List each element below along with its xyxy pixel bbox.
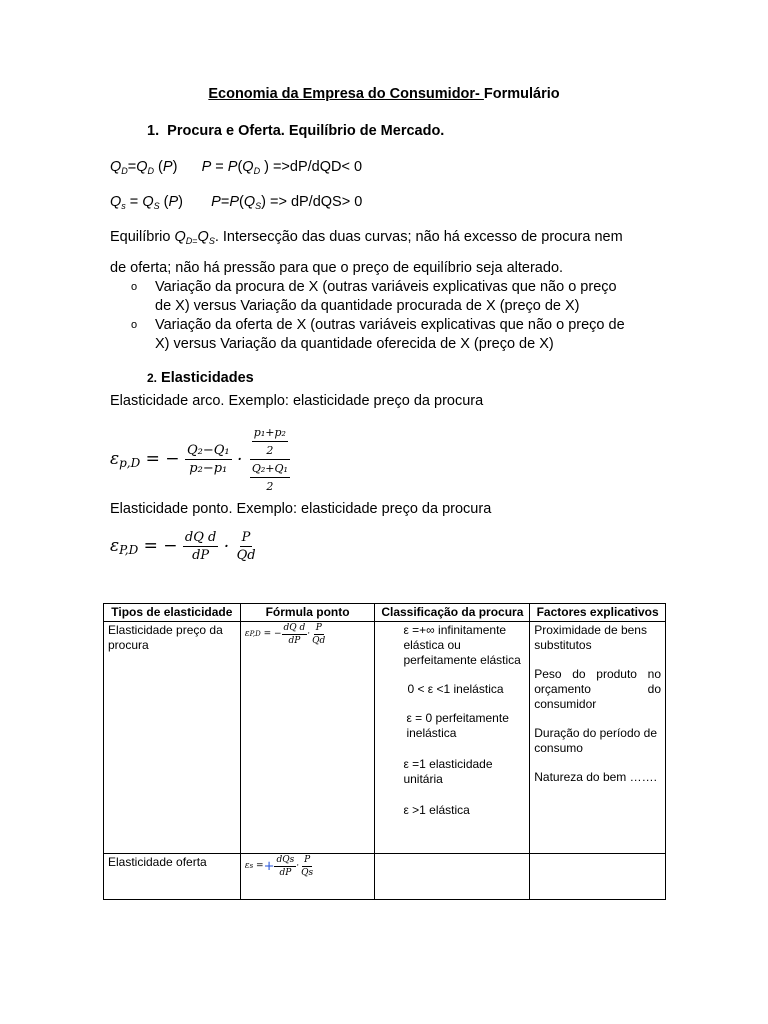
bullet-marker: o	[131, 319, 138, 331]
arc-elasticity-text: Elasticidade arco. Exemplo: elasticidade preço da procura	[110, 393, 484, 409]
header-factors: Factores explicativos	[530, 604, 666, 622]
section1-title: Procura e Oferta. Equilíbrio de Mercado.	[167, 123, 445, 139]
title-main: Economia da Empresa do Consumidor-	[208, 86, 484, 102]
table-row	[104, 854, 666, 900]
section1-heading	[147, 123, 444, 139]
title-tail: Formulário	[483, 86, 560, 102]
row1-type: Elasticidade preço da procura	[104, 622, 241, 854]
equation-supply: $Q_s = Q_S$ (P) $P=P(Q_S) => dP/dQS> 0$	[110, 194, 363, 211]
page-title	[0, 86, 768, 102]
equilibrium-line2: de oferta; não há pressão para que o preço de equilíbrio seja alterado.	[110, 260, 564, 276]
row2-type: Elasticidade oferta	[104, 854, 241, 900]
row1-factors: Proximidade de bens substitutos Peso do produto no orçamento do consumidor Duração do período de consumo Natureza do bem …….	[530, 622, 666, 854]
row1-classification: ε =+∞ infinitamente elástica ou perfeitamente elástica 0 < ε <1 inelástica ε = 0 perfeitamente inelástica ε =1 elasticidade unitária ε >1 elástica	[375, 622, 530, 854]
header-formula: Fórmula ponto	[240, 604, 375, 622]
equilibrium-text: Equilíbrio $Q_{D=}Q_S$. Intersecção das duas curvas; não há excesso de procura nem de oferta; não há pressão para que o preço de equilíbrio seja alterado.	[110, 228, 670, 278]
section2-number: 2.	[147, 371, 158, 385]
section2-title: Elasticidades	[161, 370, 254, 386]
bullet-marker: o	[131, 281, 138, 293]
row2-formula: ε s = + $\frac{\text{dQs}}{dP}$ · $\frac{P}{Qs}$	[240, 854, 375, 900]
header-types: Tipos de elasticidade	[104, 604, 241, 622]
row1-formula: ε P,D = − $\frac{\text{dQ d}}{dP}$ · $\frac{P}{Qd}$	[240, 622, 375, 854]
point-elasticity-formula: $\varepsilon_{P,D}$ = − $\frac{\text{dQ d}}{dP}$ · $\frac{P}{Qd}$	[110, 530, 256, 563]
table-header-row	[104, 604, 666, 622]
point-elasticity-text: Elasticidade ponto. Exemplo: elasticidade preço da procura	[110, 501, 492, 517]
row2-classification	[375, 854, 530, 900]
list-item: o Variação da procura de X (outras variáveis explicativas que não o preço de X) versus Variação da quantidade procurada de X (preço de X)	[131, 279, 617, 314]
table-row	[104, 622, 666, 854]
section2-heading	[147, 370, 254, 386]
section1-number: 1.	[147, 123, 160, 139]
header-classification: Classificação da procura	[375, 604, 530, 622]
equation-demand: $Q_D=Q_D$ (P) $P = P(Q_D$ ) =>dP/dQD< 0	[110, 159, 363, 176]
arc-elasticity-formula: $\varepsilon_{p,D}$ = − $\frac{\text{Q₂−Q₁}}{\text{p₂−p₁}}$ · $\frac{\frac{\text{p₁+p₂}}{2}}{\frac{\text{Q₂+Q₁}}{2}}$	[110, 425, 292, 494]
bullet-list	[131, 278, 671, 354]
list-item: o Variação da oferta de X (outras variáveis explicativas que não o preço de X) versus Variação da quantidade oferecida de X (preço de X)	[131, 317, 625, 352]
elasticity-table	[103, 603, 666, 900]
row2-factors	[530, 854, 666, 900]
